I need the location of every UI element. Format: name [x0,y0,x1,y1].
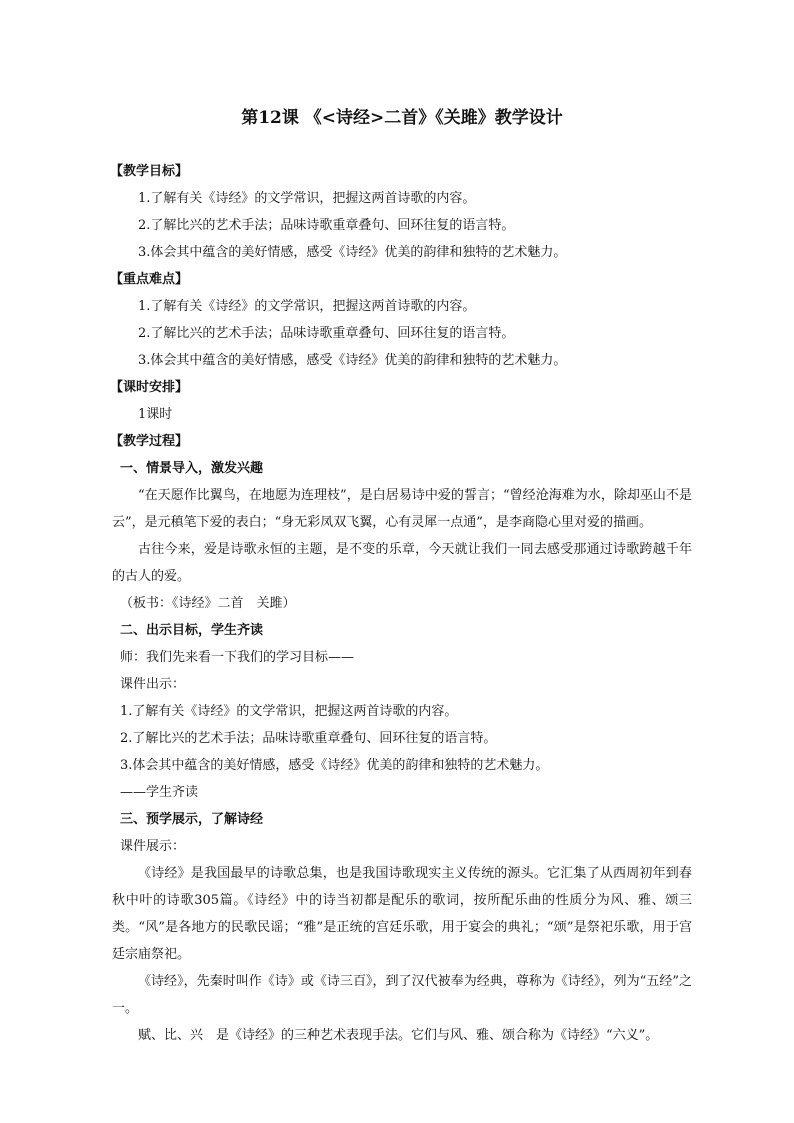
key-point-item: 2.了解比兴的艺术手法；品味诗歌重章叠句、回环往复的语言特。 [138,326,515,341]
process-part2-title: 二、出示目标，学生齐读 [120,623,264,638]
goal-item: 2.了解比兴的艺术手法；品味诗歌重章叠句、回环往复的语言特。 [138,218,515,233]
process-part1-paragraph: “在天愿作比翼鸟，在地愿为连理枝”，是白居易诗中爱的誓言；“曾经沧海难为水，除却巫山不是云”，是元稹笔下爱的表白；“身无彩凤双飞翼，心有灵犀一点通”，是李商隐心里对爱的描画。 [112,488,692,530]
process-part1-board: （板书：《诗经》二首 关雎） [120,596,296,611]
key-point-item: 3.体会其中蕴含的美好情感，感受《诗经》优美的韵律和独特的艺术魅力。 [138,353,567,368]
section-heading-process: 【教学过程】 [110,434,189,449]
section-heading-schedule: 【课时安排】 [110,380,189,395]
process-part2-end: ——学生齐读 [120,785,199,800]
schedule-text: 1课时 [138,407,173,422]
page-title: 第12课 《<诗经>二首》《关雎》教学设计 [241,108,563,128]
process-part3-paragraph: 赋、比、兴 是《诗经》的三种艺术表现手法。它们与风、雅、颂合称为《诗经》“六义”。 [138,1028,659,1043]
process-part1-title: 一、情景导入，激发兴趣 [120,461,264,476]
section-heading-goals: 【教学目标】 [110,164,189,179]
process-part2-courseware: 课件出示： [120,677,186,692]
process-part2-item: 3.体会其中蕴含的美好情感，感受《诗经》优美的韵律和独特的艺术魅力。 [120,758,549,773]
process-part2-teacher: 师：我们先来看一下我们的学习目标—— [120,650,355,665]
goal-item: 3.体会其中蕴含的美好情感，感受《诗经》优美的韵律和独特的艺术魅力。 [138,245,567,260]
process-part2-item: 1.了解有关《诗经》的文学常识，把握这两首诗歌的内容。 [120,704,458,719]
process-part3-paragraph: 《诗经》是我国最早的诗歌总集，也是我国诗歌现实主义传统的源头。它汇集了从西周初年到春秋中叶的诗歌305篇。《诗经》中的诗当初都是配乐的歌词，按所配乐曲的性质分为风、雅、颂三类。“风”是各地方的民歌民谣；“雅”是正统的宫廷乐歌，用于宴会的典礼；“颂”是祭祀乐歌，用于宫廷宗庙祭祀。 [112,866,692,962]
document-body [112,158,692,1049]
process-part3-courseware: 课件展示： [120,839,186,854]
goal-item: 1.了解有关《诗经》的文学常识，把握这两首诗歌的内容。 [138,191,476,206]
section-heading-key-points: 【重点难点】 [110,272,189,287]
process-part3-title: 三、预学展示，了解诗经 [120,812,264,827]
process-part3-paragraph: 《诗经》，先秦时叫作《诗》或《诗三百》，到了汉代被奉为经典，尊称为《诗经》，列为“五经”之一。 [112,974,692,1016]
key-point-item: 1.了解有关《诗经》的文学常识，把握这两首诗歌的内容。 [138,299,476,314]
process-part2-item: 2.了解比兴的艺术手法；品味诗歌重章叠句、回环往复的语言特。 [120,731,497,746]
process-part1-paragraph: 古往今来，爱是诗歌永恒的主题，是不变的乐章，今天就让我们一同去感受那通过诗歌跨越千年的古人的爱。 [112,542,692,584]
